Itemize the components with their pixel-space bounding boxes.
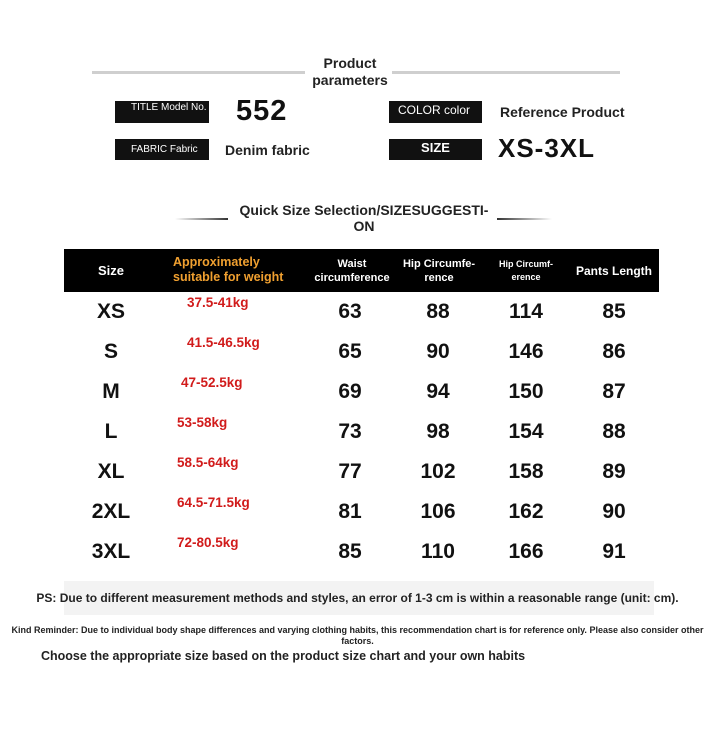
row-waist: 77 xyxy=(338,460,362,483)
header-pants-length: Pants Length xyxy=(575,264,652,278)
header-divider-right xyxy=(392,71,620,74)
row-pants-length: 87 xyxy=(602,380,626,403)
row-hip-2: 150 xyxy=(508,380,544,403)
row-hip-2: 166 xyxy=(508,540,544,563)
row-pants-length: 86 xyxy=(602,340,626,363)
model-number: 552 xyxy=(236,95,288,127)
row-size: XS xyxy=(96,300,125,323)
ps-note: PS: Due to different measurement methods and styles, an error of 1-3 cm is within a reasonable range (unit: cm). xyxy=(36,591,679,605)
table-row xyxy=(64,532,659,572)
row-pants-length: 89 xyxy=(602,460,626,483)
color-label: COLOR color xyxy=(389,101,482,123)
row-hip-1: 94 xyxy=(426,380,450,403)
choose-size-note: Choose the appropriate size based on the product size chart and your own habits xyxy=(41,649,526,663)
table-row xyxy=(64,292,659,332)
row-weight: 58.5-64kg xyxy=(177,455,239,470)
row-hip-1: 110 xyxy=(421,540,455,563)
row-weight: 41.5-46.5kg xyxy=(187,335,260,350)
size-label: SIZE xyxy=(389,139,482,160)
quick-size-divider-left xyxy=(175,218,228,220)
quick-size-title: Quick Size Selection/SIZESUGGESTI-ON xyxy=(239,202,489,234)
row-pants-length: 85 xyxy=(602,300,626,323)
row-waist: 63 xyxy=(338,300,362,323)
row-waist: 81 xyxy=(338,500,362,523)
kind-reminder: Kind Reminder: Due to individual body shape differences and varying clothing habits, this recommendation chart is for reference only. Please also consider other factors. xyxy=(11,625,704,646)
fabric-label: FABRIC Fabric xyxy=(115,139,209,160)
row-size: L xyxy=(104,420,118,443)
row-weight: 37.5-41kg xyxy=(187,295,249,310)
row-hip-2: 146 xyxy=(508,340,544,363)
table-row xyxy=(64,492,659,532)
header-waist: Waist circumference xyxy=(314,258,390,284)
header-size: Size xyxy=(97,263,124,278)
row-size: XL xyxy=(97,460,125,483)
row-pants-length: 88 xyxy=(602,420,626,443)
row-hip-2: 114 xyxy=(509,300,543,323)
row-pants-length: 90 xyxy=(602,500,626,523)
header-divider-left xyxy=(92,71,305,74)
header-weight: Approximately suitable for weight xyxy=(173,255,284,284)
row-pants-length: 91 xyxy=(602,540,626,563)
table-row xyxy=(64,372,659,412)
row-weight: 64.5-71.5kg xyxy=(177,495,250,510)
row-hip-2: 154 xyxy=(508,420,544,443)
row-hip-2: 162 xyxy=(508,500,544,523)
table-row xyxy=(64,452,659,492)
row-weight: 47-52.5kg xyxy=(181,375,243,390)
table-row xyxy=(64,412,659,452)
row-weight: 72-80.5kg xyxy=(177,535,239,550)
header-hip-2: Hip Circumf-erence xyxy=(499,259,553,282)
row-waist: 85 xyxy=(338,540,362,563)
row-hip-1: 102 xyxy=(420,460,456,483)
row-hip-1: 90 xyxy=(426,340,450,363)
row-size: M xyxy=(102,380,120,403)
table-row xyxy=(64,332,659,372)
size-range-value: XS-3XL xyxy=(498,133,596,163)
row-hip-1: 88 xyxy=(426,300,450,323)
row-hip-1: 98 xyxy=(426,420,450,443)
row-size: 2XL xyxy=(91,500,131,523)
row-hip-1: 106 xyxy=(420,500,456,523)
title-model-label: TITLE Model No. xyxy=(115,101,209,123)
fabric-value: Denim fabric xyxy=(225,142,310,158)
row-waist: 65 xyxy=(338,340,362,363)
quick-size-divider-right xyxy=(497,218,552,220)
header-hip-1: Hip Circumfe-rence xyxy=(402,258,476,284)
color-value: Reference Product xyxy=(500,104,625,120)
row-weight: 53-58kg xyxy=(177,415,228,430)
row-waist: 73 xyxy=(338,420,362,443)
row-hip-2: 158 xyxy=(508,460,544,483)
page-title: Product parameters xyxy=(312,55,388,88)
row-size: S xyxy=(103,340,118,363)
size-table-header xyxy=(64,249,659,292)
row-size: 3XL xyxy=(91,540,131,563)
row-waist: 69 xyxy=(338,380,362,403)
